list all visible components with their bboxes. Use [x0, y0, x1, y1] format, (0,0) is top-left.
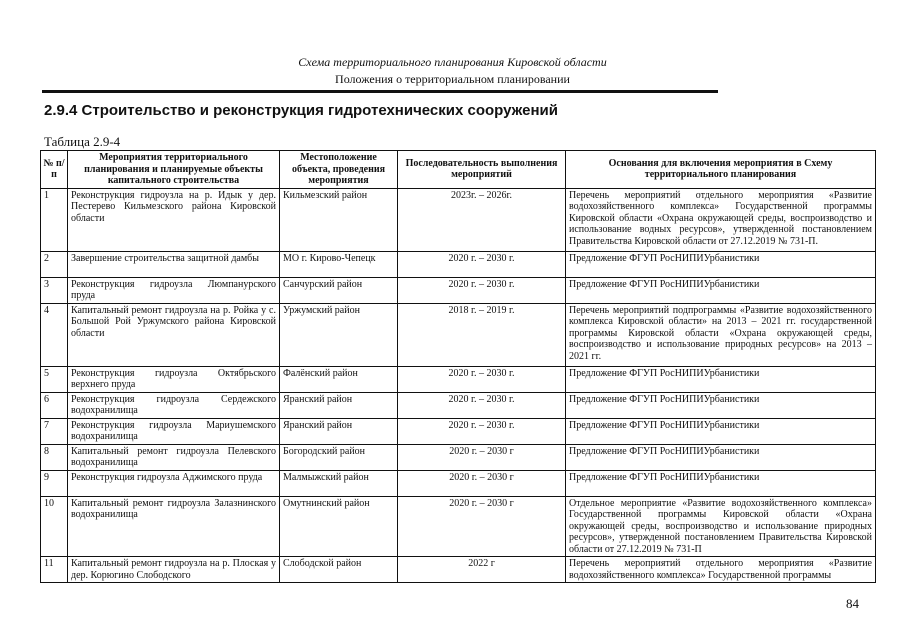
row-measure: Капитальный ремонт гидроузла Залазнинского водохранилища	[68, 496, 280, 557]
row-basis: Предложение ФГУП РосНИПИУрбанистики	[566, 444, 876, 470]
section-title: 2.9.4 Строительство и реконструкция гидротехнических сооружений	[44, 102, 558, 119]
row-number: 7	[41, 418, 68, 444]
column-header-number: № п/п	[41, 151, 68, 189]
row-sequence: 2020 г. – 2030 г.	[398, 366, 566, 392]
row-number: 6	[41, 392, 68, 418]
header-divider	[42, 90, 718, 93]
row-basis: Предложение ФГУП РосНИПИУрбанистики	[566, 366, 876, 392]
row-location: Богородский район	[280, 444, 398, 470]
row-basis: Перечень мероприятий подпрограммы «Развитие водохозяйственного комплекса Кировской области» на 2013 – 2021 гг. государственной программы Кировской области «Охрана окружающей среды, воспроизводство и использование природных ресурсов» на 2013 – 2021 гг.	[566, 303, 876, 366]
row-sequence: 2023г. – 2026г.	[398, 188, 566, 251]
row-basis: Перечень мероприятий отдельного мероприятия «Развитие водохозяйственного комплекса» Государственной программы Кировской области «Охрана окружающей среды, воспроизводство и использование водных ресурсов», утвержденной постановлением Правительства Кировской области от 27.12.2019 № 731-П.	[566, 188, 876, 251]
row-sequence: 2020 г. – 2030 г.	[398, 392, 566, 418]
table-row	[41, 392, 876, 418]
table-row	[41, 251, 876, 277]
row-measure: Капитальный ремонт гидроузла Пелевского водохранилища	[68, 444, 280, 470]
column-header-measure: Мероприятия территориального планирования и планируемые объекты капитального строительства	[68, 151, 280, 189]
document-header-title: Схема территориального планирования Кировской области	[298, 55, 607, 69]
table-header-row	[41, 151, 876, 189]
table-row	[41, 470, 876, 496]
row-basis: Предложение ФГУП РосНИПИУрбанистики	[566, 277, 876, 303]
document-header-subtitle: Положения о территориальном планировании	[335, 72, 570, 86]
row-number: 2	[41, 251, 68, 277]
table-row	[41, 444, 876, 470]
row-measure: Реконструкция гидроузла Сердежского водохранилища	[68, 392, 280, 418]
row-location: Омутнинский район	[280, 496, 398, 557]
row-measure: Капитальный ремонт гидроузла на р. Ройка у с. Большой Рой Уржумского района Кировской области	[68, 303, 280, 366]
row-basis: Предложение ФГУП РосНИПИУрбанистики	[566, 251, 876, 277]
row-location: Санчурский район	[280, 277, 398, 303]
row-number: 5	[41, 366, 68, 392]
row-location: Малмыжский район	[280, 470, 398, 496]
column-header-basis: Основания для включения мероприятия в Схему территориального планирования	[566, 151, 876, 189]
table-row	[41, 496, 876, 557]
row-location: Яранский район	[280, 418, 398, 444]
table-row	[41, 188, 876, 251]
column-header-location: Местоположение объекта, проведения мероприятия	[280, 151, 398, 189]
column-header-sequence: Последовательность выполнения мероприятий	[398, 151, 566, 189]
row-number: 9	[41, 470, 68, 496]
table-row	[41, 366, 876, 392]
measures-table	[40, 150, 876, 583]
row-measure: Реконструкция гидроузла Аджимского пруда	[68, 470, 280, 496]
table-caption: Таблица 2.9-4	[44, 134, 121, 149]
row-measure: Реконструкция гидроузла Мариушемского водохранилища	[68, 418, 280, 444]
table-row	[41, 303, 876, 366]
row-location: Уржумский район	[280, 303, 398, 366]
row-measure: Реконструкция гидроузла Люмпанурского пруда	[68, 277, 280, 303]
row-sequence: 2018 г. – 2019 г.	[398, 303, 566, 366]
table-row	[41, 557, 876, 583]
row-basis: Перечень мероприятий отдельного мероприятия «Развитие водохозяйственного комплекса» Государственной программы	[566, 557, 876, 583]
row-number: 8	[41, 444, 68, 470]
row-sequence: 2020 г. – 2030 г.	[398, 418, 566, 444]
page-number: 84	[846, 596, 859, 611]
row-number: 10	[41, 496, 68, 557]
row-location: Яранский район	[280, 392, 398, 418]
row-number: 4	[41, 303, 68, 366]
row-location: Слободской район	[280, 557, 398, 583]
row-sequence: 2022 г	[398, 557, 566, 583]
row-location: Фалёнский район	[280, 366, 398, 392]
row-location: Кильмезский район	[280, 188, 398, 251]
row-sequence: 2020 г. – 2030 г	[398, 470, 566, 496]
row-number: 11	[41, 557, 68, 583]
row-measure: Капитальный ремонт гидроузла на р. Плоская у дер. Корюгино Слободского	[68, 557, 280, 583]
row-sequence: 2020 г. – 2030 г.	[398, 251, 566, 277]
table-row	[41, 277, 876, 303]
row-sequence: 2020 г. – 2030 г	[398, 444, 566, 470]
row-number: 3	[41, 277, 68, 303]
row-number: 1	[41, 188, 68, 251]
table-row	[41, 418, 876, 444]
row-basis: Предложение ФГУП РосНИПИУрбанистики	[566, 470, 876, 496]
row-measure: Завершение строительства защитной дамбы	[68, 251, 280, 277]
row-sequence: 2020 г. – 2030 г.	[398, 277, 566, 303]
row-sequence: 2020 г. – 2030 г	[398, 496, 566, 557]
row-measure: Реконструкция гидроузла Октябрьского верхнего пруда	[68, 366, 280, 392]
row-basis: Предложение ФГУП РосНИПИУрбанистики	[566, 392, 876, 418]
row-basis: Предложение ФГУП РосНИПИУрбанистики	[566, 418, 876, 444]
row-measure: Реконструкция гидроузла на р. Идык у дер. Пестерево Кильмезского района Кировской области	[68, 188, 280, 251]
row-basis: Отдельное мероприятие «Развитие водохозяйственного комплекса» Государственной программы Кировской области «Охрана окружающей среды, воспроизводство и использование природных ресурсов», утвержденной постановлением Правительства Кировской области от 27.12.2019 № 731-П	[566, 496, 876, 557]
row-location: МО г. Кирово-Чепецк	[280, 251, 398, 277]
